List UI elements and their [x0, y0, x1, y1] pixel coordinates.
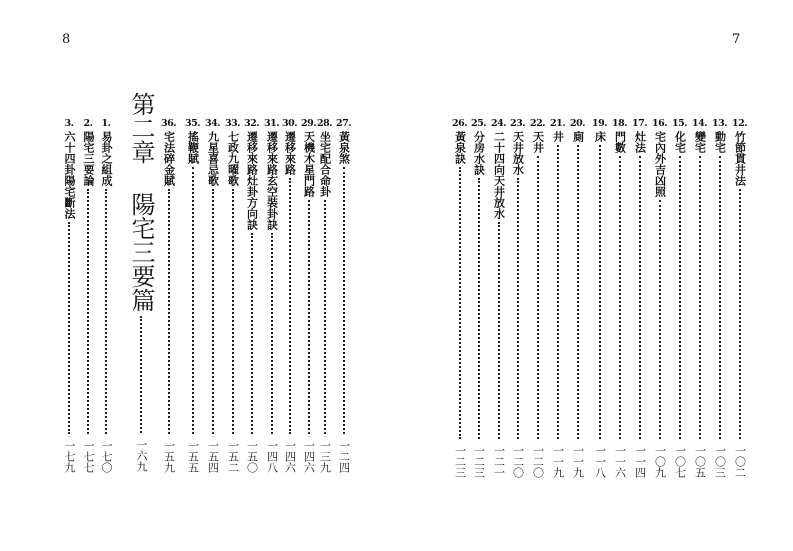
leader-dots — [679, 156, 681, 439]
toc-entry-number: 20. — [570, 118, 586, 129]
toc-entry-page: 一一九 — [571, 445, 585, 478]
toc-entry — [612, 118, 627, 478]
toc-entry — [632, 118, 647, 478]
toc-entry — [672, 118, 687, 478]
toc-entry-page: 一七〇 — [100, 440, 113, 473]
leader-dots — [739, 189, 741, 439]
toc-entry-title: 分房水訣 — [472, 131, 486, 175]
leader-dots — [140, 316, 142, 433]
toc-entry — [244, 118, 259, 473]
leader-dots — [105, 189, 107, 434]
toc-entry-title: 天井放水 — [511, 131, 525, 175]
leader-dots — [459, 167, 461, 439]
toc-entry-page: 一五五 — [186, 440, 200, 473]
leader-dots — [308, 200, 310, 434]
chapter-heading — [128, 92, 154, 472]
toc-entry — [491, 118, 506, 478]
toc-entry-page: 一〇五 — [693, 445, 707, 478]
leader-dots — [168, 189, 170, 434]
toc-entry-title: 黃泉訣 — [453, 131, 467, 164]
leader-dots — [599, 145, 601, 439]
leader-dots — [324, 200, 326, 434]
toc-entry-number: 28. — [317, 118, 333, 129]
toc-entry-title: 七政九曜歌 — [226, 131, 240, 186]
leader-dots — [537, 156, 539, 439]
toc-entry — [732, 118, 747, 478]
toc-entry-page: 一四六 — [283, 440, 297, 473]
toc-entry-number: 26. — [452, 118, 468, 129]
toc-entry-number: 13. — [712, 118, 728, 129]
toc-entry-title: 變宅 — [693, 131, 707, 153]
toc-entry-title: 二十四向天井放水 — [492, 131, 506, 219]
toc-entry-title: 灶法 — [633, 131, 647, 153]
leader-dots — [192, 167, 194, 434]
chapter-title: 第二章 陽宅三要篇 — [127, 92, 155, 312]
toc-entry-title: 動宅 — [713, 131, 727, 153]
toc-entry-title: 搖鞭賦 — [186, 131, 200, 164]
toc-entry-title: 井 — [551, 131, 565, 142]
leader-dots — [577, 145, 579, 439]
toc-entry-number: 18. — [612, 118, 628, 129]
toc-entry — [510, 118, 525, 478]
toc-entry-number: 31. — [264, 118, 280, 129]
toc-entry-number: 19. — [592, 118, 608, 129]
toc-entry — [301, 118, 316, 473]
chapter-page: 一六九 — [135, 439, 148, 472]
toc-entry-title: 陽宅三要論 — [82, 131, 95, 186]
toc-entry-page: 一五九 — [162, 440, 176, 473]
toc-entry-page: 一二三 — [453, 445, 467, 478]
toc-entry-page: 一五〇 — [245, 440, 259, 473]
toc-entry-title: 六十四卦陽宅斷法 — [63, 131, 76, 219]
toc-entry-number: 16. — [652, 118, 668, 129]
leader-dots — [557, 145, 559, 439]
toc-entry-page: 一一八 — [593, 445, 607, 478]
toc-entry — [225, 118, 240, 473]
toc-entry-number: 14. — [692, 118, 708, 129]
toc-entry — [550, 118, 565, 478]
toc-entry-page: 一二〇 — [531, 445, 545, 478]
toc-entry-title: 九星喜忌歌 — [206, 131, 220, 186]
leader-dots — [68, 222, 70, 434]
leader-dots — [619, 156, 621, 439]
toc-entry-page: 一一六 — [613, 445, 627, 478]
toc-entry-page: 一五四 — [206, 440, 220, 473]
toc-entry-page: 一二四 — [337, 440, 351, 473]
toc-entry — [471, 118, 486, 478]
toc-entry-number: 27. — [336, 118, 352, 129]
toc-entry — [317, 118, 332, 473]
toc-entry-title: 床 — [593, 131, 607, 142]
toc-entry-number: 17. — [632, 118, 648, 129]
toc-entry — [63, 118, 75, 473]
toc-entry-page: 一四六 — [302, 440, 316, 473]
toc-entry-title: 竹節貫井法 — [733, 131, 747, 186]
leader-dots — [639, 156, 641, 439]
toc-entry — [336, 118, 351, 473]
toc-entry — [205, 118, 220, 473]
toc-entry-title: 宅法碎金賦 — [162, 131, 176, 186]
toc-entry-number: 24. — [491, 118, 507, 129]
toc-entry-number: 29. — [301, 118, 317, 129]
leader-dots — [478, 178, 480, 439]
toc-entry-page: 一二一 — [492, 445, 506, 478]
toc-entry-number: 12. — [732, 118, 748, 129]
toc-entry-page: 一〇二 — [733, 445, 747, 478]
toc-entry-page: 一〇九 — [653, 445, 667, 478]
leader-dots — [271, 233, 273, 434]
toc-entry-title: 天井 — [531, 131, 545, 153]
toc-entry-title: 坐宅配合命卦 — [318, 131, 332, 197]
toc-entry-page: 一〇七 — [673, 445, 687, 478]
toc-entry-number: 36. — [161, 118, 177, 129]
right-page-number: 7 — [732, 32, 741, 47]
toc-entry-title: 天機木星門路 — [302, 131, 316, 197]
toc-entry-title: 廁 — [571, 131, 585, 142]
toc-entry-page: 一三九 — [318, 440, 332, 473]
leader-dots — [289, 178, 291, 434]
toc-entry-title: 遷移來路玄空裝卦訣 — [265, 131, 279, 230]
leader-dots — [87, 189, 89, 434]
toc-entry-page: 一一九 — [551, 445, 565, 478]
toc-entry-number: 2. — [83, 118, 93, 129]
leader-dots — [517, 178, 519, 439]
toc-entry-page: 一二〇 — [511, 445, 525, 478]
toc-entry-title: 易卦之組成 — [100, 131, 113, 186]
toc-entry — [100, 118, 112, 473]
toc-entry-number: 35. — [185, 118, 201, 129]
toc-entry — [692, 118, 707, 478]
toc-entry — [161, 118, 176, 473]
toc-entry-number: 23. — [510, 118, 526, 129]
toc-entry-page: 一五二 — [226, 440, 240, 473]
toc-entry — [264, 118, 279, 473]
toc-entry — [592, 118, 607, 478]
toc-entry-page: 一二三 — [472, 445, 486, 478]
toc-entry-number: 33. — [225, 118, 241, 129]
toc-entry-page: 一七七 — [82, 440, 95, 473]
leader-dots — [251, 233, 253, 434]
leader-dots — [719, 156, 721, 439]
toc-entry-page: 一七九 — [63, 440, 76, 473]
toc-entry-number: 15. — [672, 118, 688, 129]
toc-entry-page: 一一四 — [633, 445, 647, 478]
toc-entry — [452, 118, 467, 478]
toc-entry-number: 32. — [244, 118, 260, 129]
toc-entry — [282, 118, 297, 473]
toc-entry-title: 化宅 — [673, 131, 687, 153]
toc-entry — [185, 118, 200, 473]
leader-dots — [343, 167, 345, 434]
leader-dots — [699, 156, 701, 439]
toc-entry-page: 一〇三 — [713, 445, 727, 478]
toc-entry-page: 一四八 — [265, 440, 279, 473]
toc-entry-title: 黃泉煞 — [337, 131, 351, 164]
toc-entry — [530, 118, 545, 478]
toc-entry-number: 25. — [471, 118, 487, 129]
leader-dots — [212, 189, 214, 434]
toc-entry-number: 3. — [64, 118, 74, 129]
toc-entry — [712, 118, 727, 478]
toc-entry — [652, 118, 667, 478]
leader-dots — [659, 200, 661, 439]
left-page-number: 8 — [62, 32, 71, 47]
toc-entry-number: 1. — [101, 118, 111, 129]
toc-entry-number: 34. — [205, 118, 221, 129]
leader-dots — [232, 189, 234, 434]
toc-entry-title: 遷移來路 — [283, 131, 297, 175]
toc-entry — [570, 118, 585, 478]
toc-entry-title: 宅內外吉凶照 — [653, 131, 667, 197]
toc-entry-number: 21. — [550, 118, 566, 129]
toc-entry-number: 30. — [282, 118, 298, 129]
leader-dots — [498, 222, 500, 439]
toc-entry-number: 22. — [530, 118, 546, 129]
toc-entry — [82, 118, 94, 473]
toc-entry-title: 門數 — [613, 131, 627, 153]
toc-entry-title: 遷移來路灶卦方向訣 — [245, 131, 259, 230]
